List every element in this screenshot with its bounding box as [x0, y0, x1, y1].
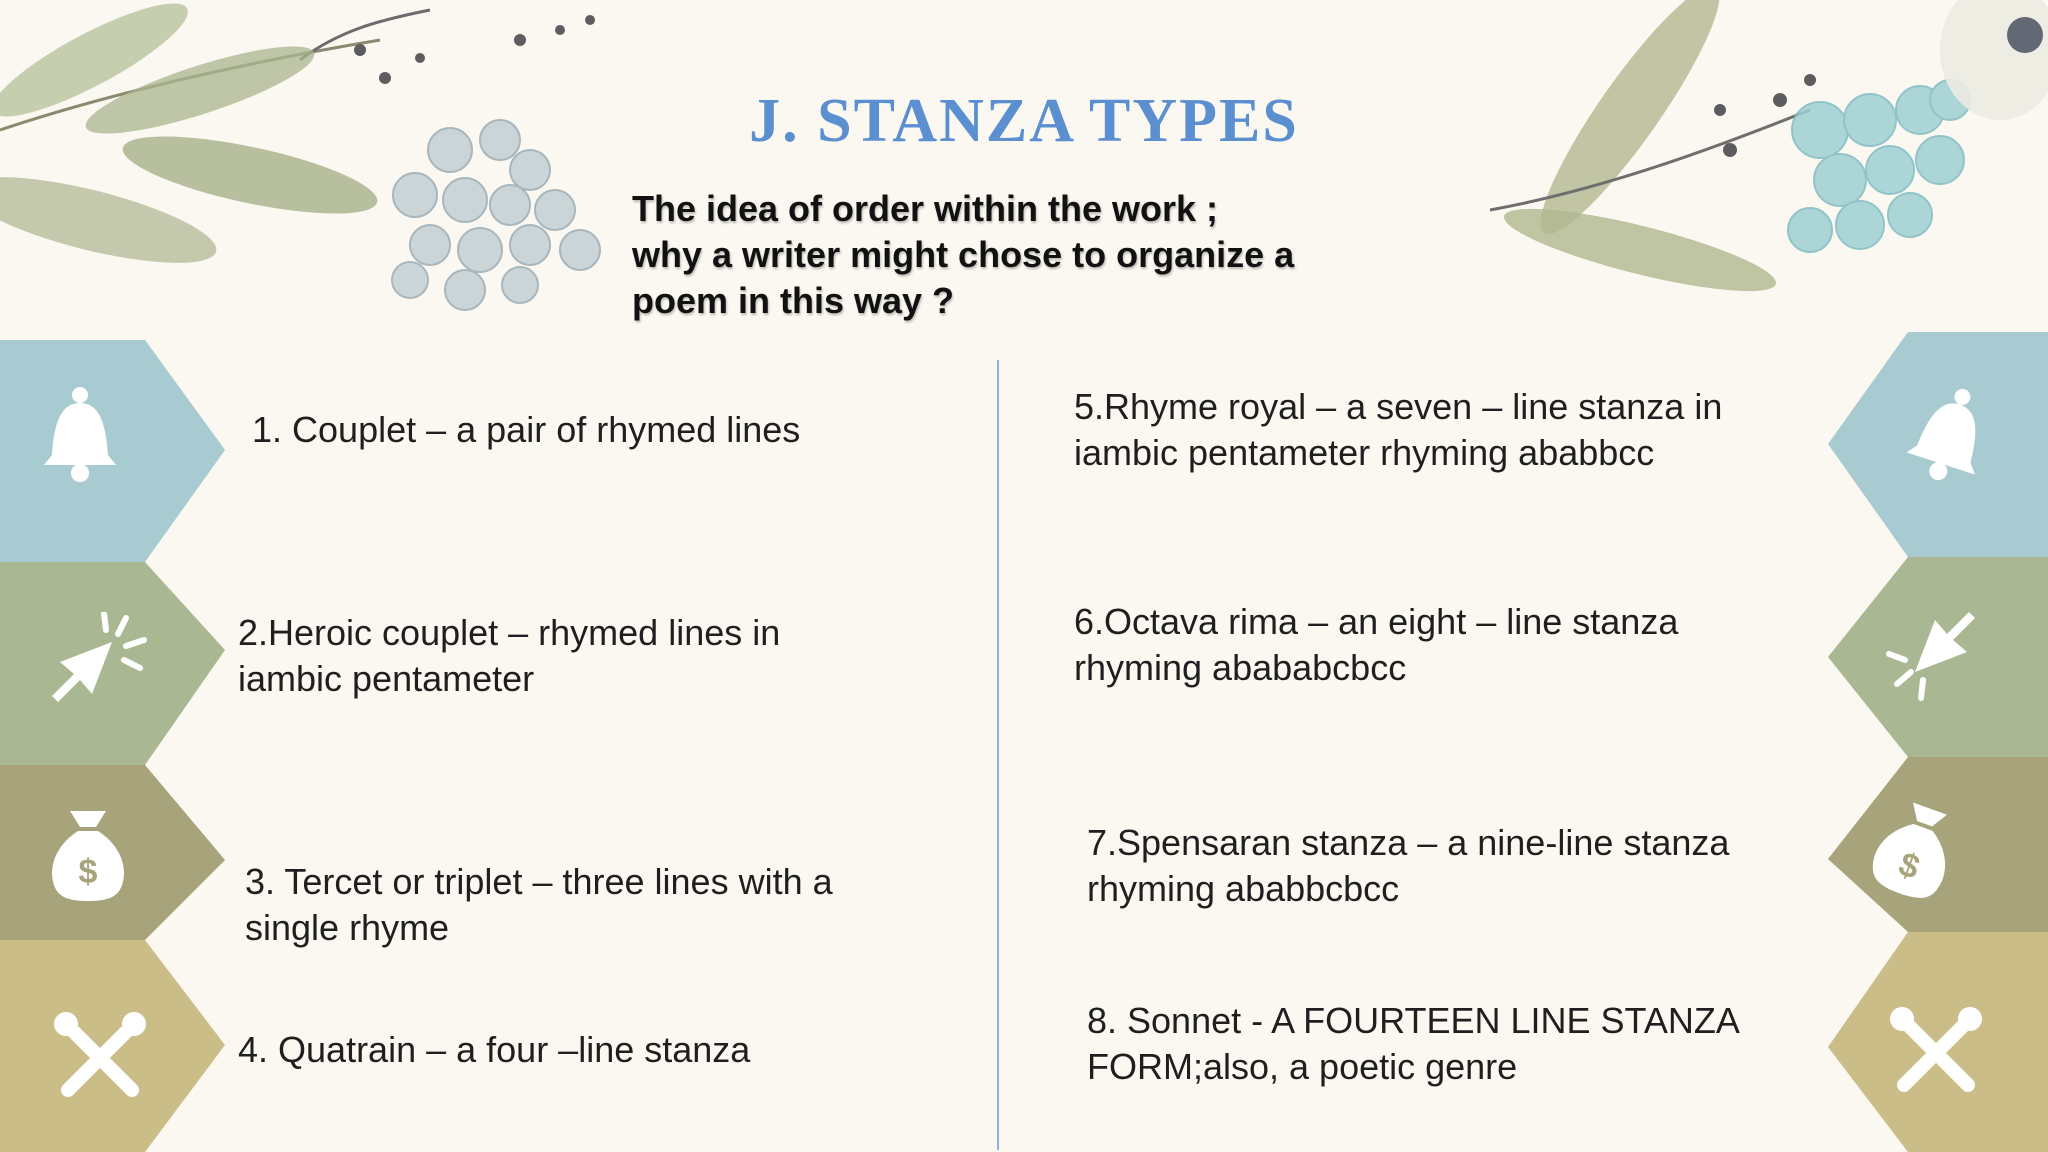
cursor-click-icon-right	[1885, 610, 1985, 710]
subtitle-line-2: why a writer might chose to organize a	[632, 234, 1295, 275]
stanza-item-2	[238, 610, 780, 702]
subtitle-line-1: The idea of order within the work ;	[632, 188, 1219, 229]
money-bag-icon-right	[1870, 800, 1960, 900]
stanza-item-6-line-2: rhyming abababcbcc	[1074, 647, 1407, 688]
tools-icon-right	[1888, 1005, 1984, 1101]
stanza-item-6-line-1: 6.Octava rima – an eight – line stanza	[1074, 601, 1679, 642]
stanza-item-4-line-1: 4. Quatrain – a four –line stanza	[238, 1029, 751, 1070]
stanza-item-2-line-1: 2.Heroic couplet – rhymed lines in	[238, 612, 781, 653]
money-bag-icon	[48, 805, 128, 905]
stanza-item-7-line-2: rhyming ababbcbcc	[1087, 868, 1400, 909]
tools-icon	[52, 1010, 148, 1106]
slide-title: J. STANZA TYPES	[749, 87, 1299, 155]
stanza-item-3	[245, 859, 833, 951]
slide-subtitle	[632, 186, 1416, 324]
stanza-item-4	[238, 1027, 750, 1073]
stanza-item-1	[252, 407, 800, 453]
stanza-item-7-line-1: 7.Spensaran stanza – a nine-line stanza	[1087, 822, 1730, 863]
stanza-item-5	[1074, 384, 1722, 476]
stanza-item-8-line-1: 8. Sonnet - A FOURTEEN LINE STANZA	[1087, 1000, 1740, 1041]
column-divider	[997, 360, 999, 1150]
stanza-item-3-line-1: 3. Tercet or triplet – three lines with a	[245, 861, 833, 902]
stanza-item-1-line-1: 1. Couplet – a pair of rhymed lines	[252, 409, 801, 450]
stanza-item-8-line-2: FORM;also, a poetic genre	[1087, 1046, 1518, 1087]
cursor-click-icon	[50, 612, 150, 712]
stanza-item-3-line-2: single rhyme	[245, 907, 450, 948]
bell-icon	[40, 385, 120, 485]
stanza-item-5-line-1: 5.Rhyme royal – a seven – line stanza in	[1074, 386, 1723, 427]
stanza-item-2-line-2: iambic pentameter	[238, 658, 535, 699]
bell-icon-right	[1905, 385, 1995, 485]
svg-text:$: $	[1893, 844, 1925, 888]
stanza-item-6	[1074, 599, 1678, 691]
stanza-item-8	[1087, 998, 1740, 1090]
subtitle-line-3: poem in this way ?	[632, 280, 955, 321]
svg-text:$: $	[78, 853, 98, 891]
stanza-item-5-line-2: iambic pentameter rhyming ababbcc	[1074, 432, 1655, 473]
stanza-item-7	[1087, 820, 1729, 912]
